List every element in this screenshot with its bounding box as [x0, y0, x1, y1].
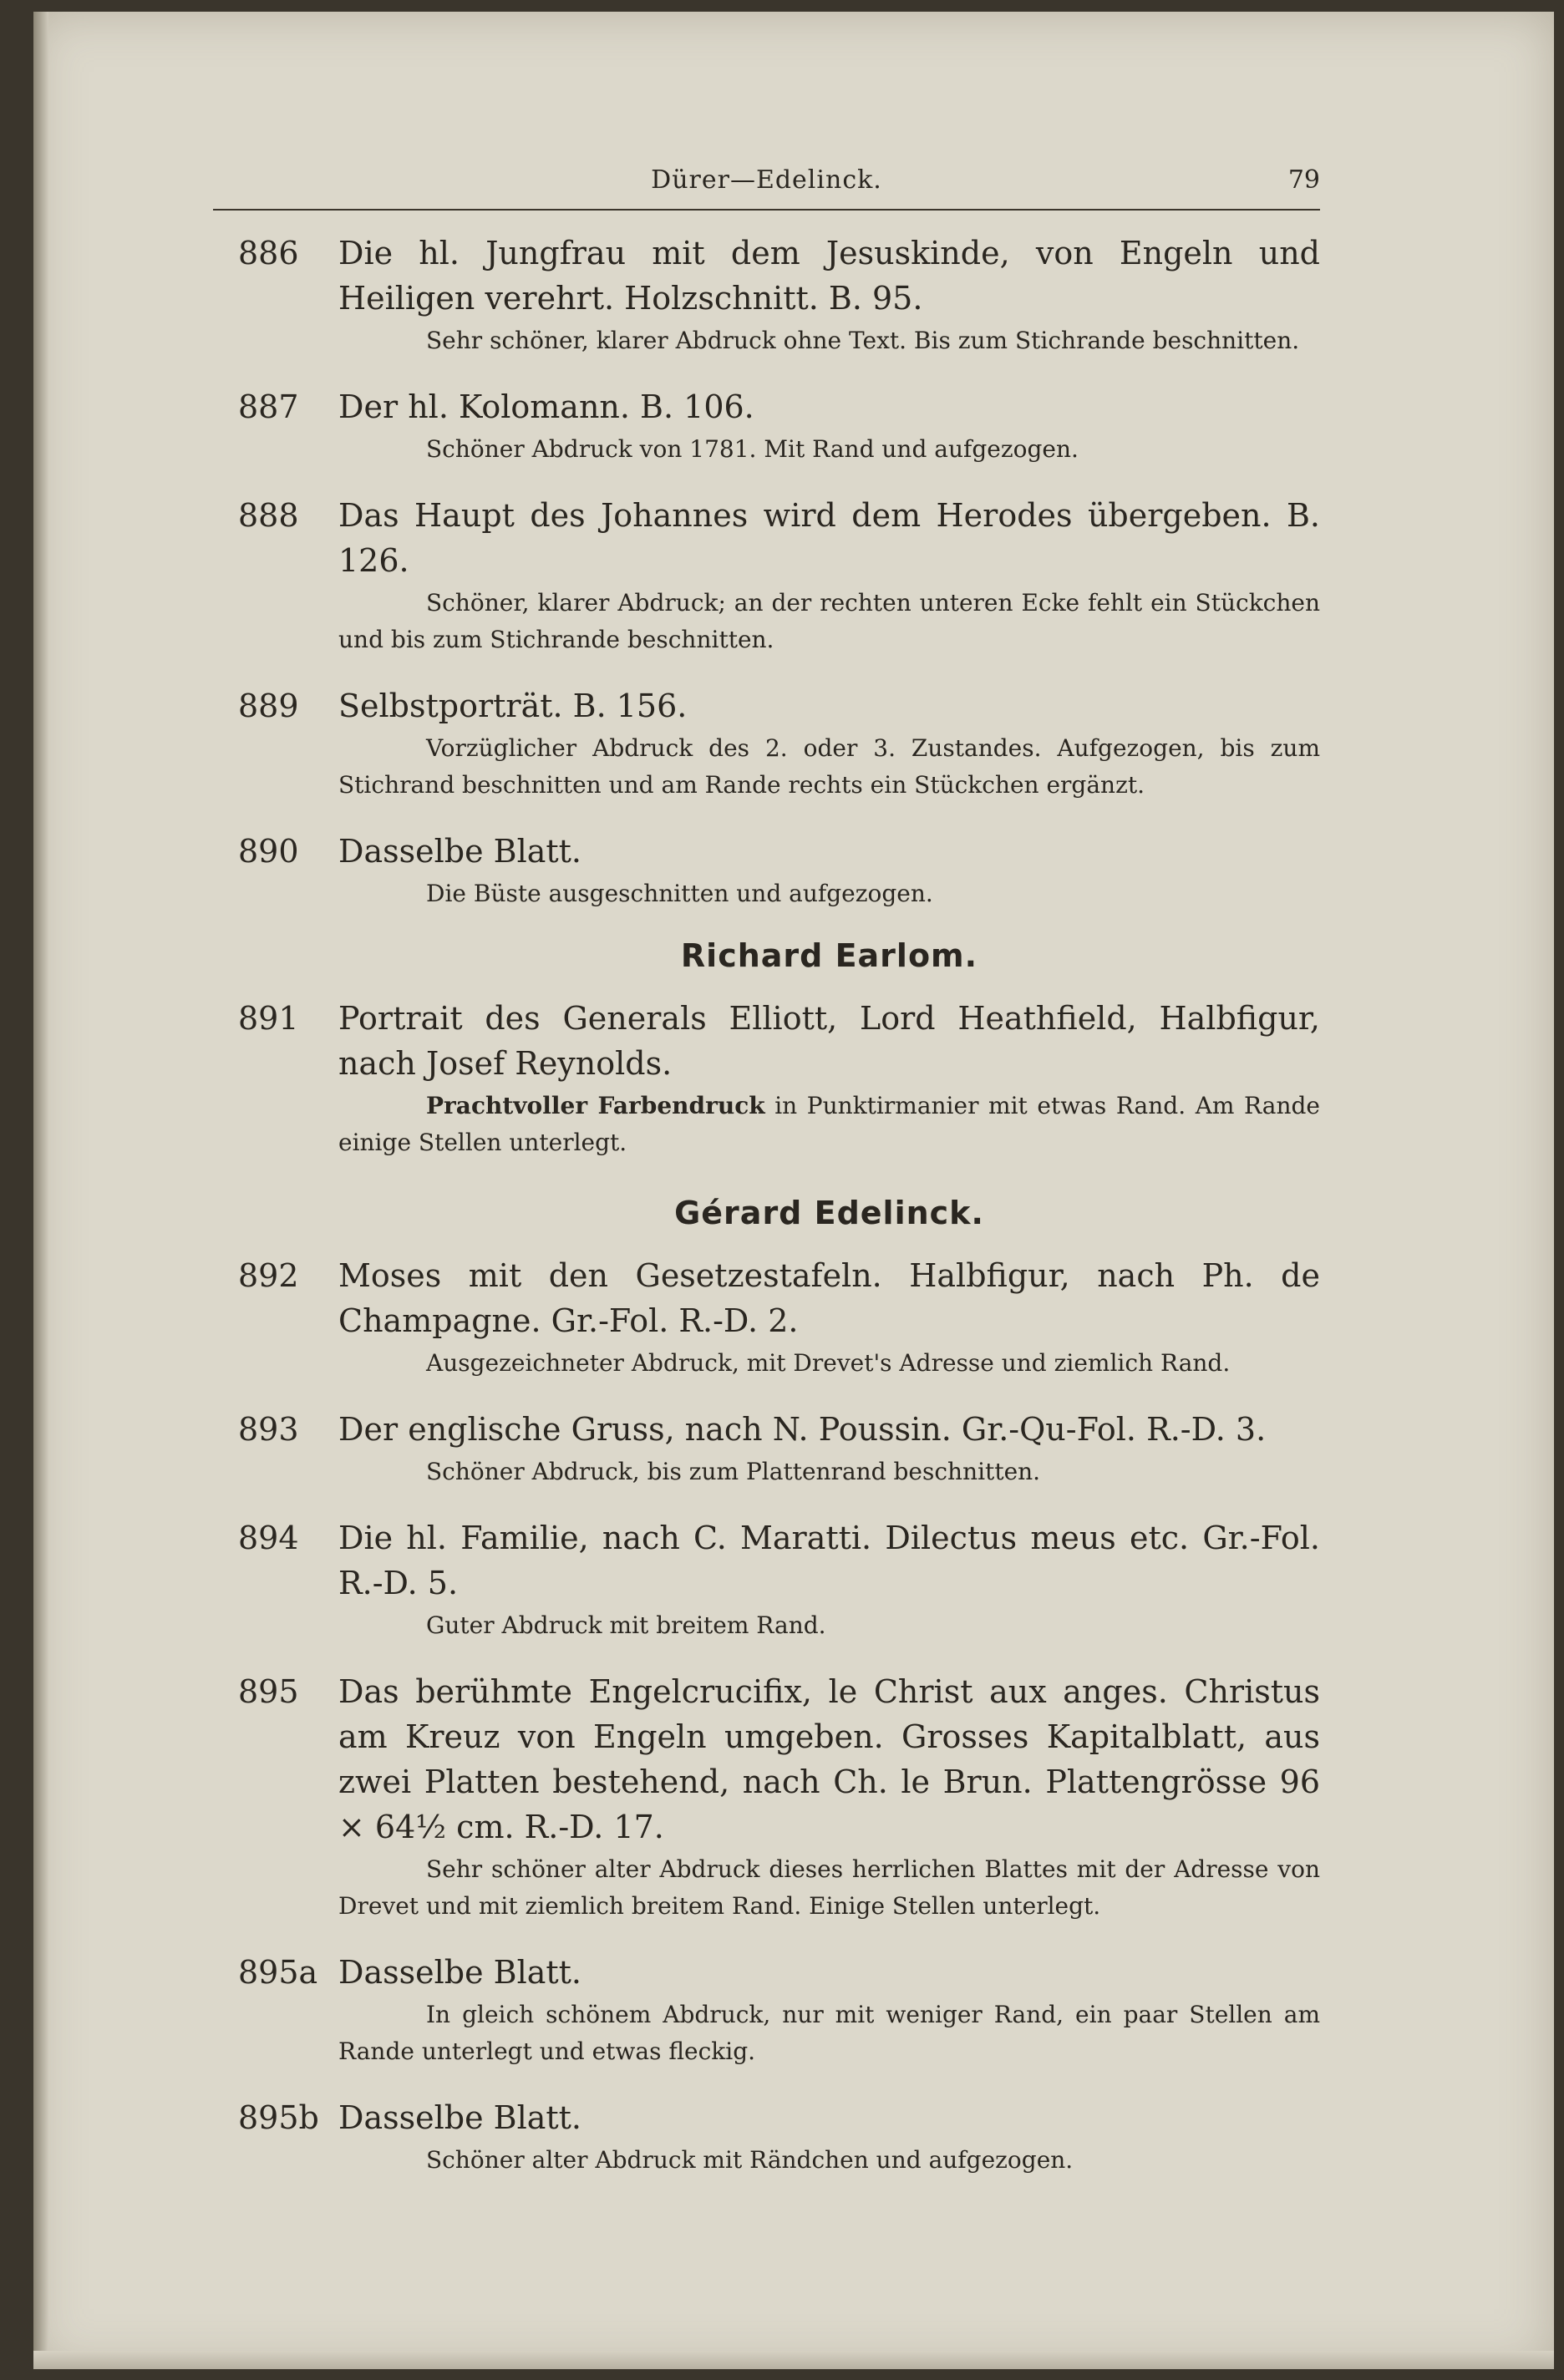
entry-number: 891: [238, 1000, 299, 1037]
entry-note: Schöner Abdruck von 1781. Mit Rand und aufgezogen.: [426, 435, 1079, 463]
section-heading-edelinck: Gérard Edelinck.: [674, 1195, 984, 1231]
entry-title: Die hl. Familie, nach C. Maratti. Dilectus meus etc. Gr.-Fol. R.-D. 5.: [338, 1520, 1320, 1601]
entry-note: Guter Abdruck mit breitem Rand.: [426, 1611, 826, 1639]
entry-note: [338, 1088, 1320, 1161]
entry-note-text: in Punktirmanier mit etwas Rand. Am Rande einige Stellen unterlegt.: [338, 1092, 1320, 1156]
page-bottom-edge: [33, 2351, 1554, 2369]
entry-title: Der hl. Kolomann. B. 106.: [338, 388, 754, 425]
entry-note: Die Büste ausgeschnitten und aufgezogen.: [426, 880, 933, 907]
entry-title: Die hl. Jungfrau mit dem Jesuskinde, von Engeln und Heiligen verehrt. Holzschnitt. B. 95.: [338, 235, 1320, 317]
entry-note: Schöner, klarer Abdruck; an der rechten unteren Ecke fehlt ein Stückchen und bis zum Stichrande beschnitten.: [338, 589, 1320, 653]
entry-title: Der englische Gruss, nach N. Poussin. Gr.-Qu-Fol. R.-D. 3.: [338, 1411, 1267, 1448]
book-spine-shadow: [33, 12, 48, 2369]
catalog-entry: [213, 493, 1320, 658]
entry-title: Dasselbe Blatt.: [338, 1954, 582, 1991]
entry-note: Schöner alter Abdruck mit Rändchen und aufgezogen.: [426, 2146, 1074, 2174]
catalog-entry: [213, 1253, 1320, 1382]
entry-note: Ausgezeichneter Abdruck, mit Drevet's Adresse und ziemlich Rand.: [426, 1349, 1231, 1377]
entry-title: Dasselbe Blatt.: [338, 833, 582, 870]
entry-number: 888: [238, 497, 299, 534]
durer-entries: [213, 231, 1320, 912]
catalog-entry: [213, 2095, 1320, 2179]
entry-note: In gleich schönem Abdruck, nur mit weniger Rand, ein paar Stellen am Rande unterlegt und etwas fleckig.: [338, 2001, 1320, 2065]
entry-note-emphasis: Prachtvoller Farbendruck: [426, 1092, 765, 1119]
entry-number: 895: [238, 1673, 299, 1710]
entry-number: 890: [238, 833, 299, 870]
entry-title: Moses mit den Gesetzestafeln. Halbfigur, nach Ph. de Champagne. Gr.-Fol. R.-D. 2.: [338, 1257, 1320, 1339]
entry-number: 886: [238, 235, 299, 271]
section-heading-earlom: Richard Earlom.: [680, 937, 978, 974]
page-header: [213, 160, 1320, 211]
entry-note: Vorzüglicher Abdruck des 2. oder 3. Zustandes. Aufgezogen, bis zum Stichrand beschnitten und am Rande rechts ein Stückchen ergänzt.: [338, 734, 1320, 799]
edelinck-entries: [213, 1253, 1320, 2179]
entry-note: Schöner Abdruck, bis zum Plattenrand beschnitten.: [426, 1458, 1041, 1485]
entry-title: Selbstporträt. B. 156.: [338, 688, 688, 724]
catalog-entry: [213, 1669, 1320, 1925]
catalog-entry: [213, 996, 1320, 1161]
page-number: 79: [1287, 165, 1320, 195]
entry-title: Dasselbe Blatt.: [338, 2099, 582, 2136]
catalog-entry: [213, 1950, 1320, 2070]
catalog-entry: [213, 829, 1320, 912]
entry-note: Sehr schöner alter Abdruck dieses herrlichen Blattes mit der Adresse von Drevet und mit ziemlich breitem Rand. Einige Stellen unterlegt.: [338, 1855, 1320, 1920]
entry-title: Portrait des Generals Elliott, Lord Heathfield, Halbfigur, nach Josef Reynolds.: [338, 1000, 1320, 1082]
catalog-entry: [213, 683, 1320, 804]
running-title: Dürer—Edelinck.: [651, 165, 882, 195]
catalog-entry: [213, 231, 1320, 359]
entry-title: Das berühmte Engelcrucifix, le Christ aux anges. Christus am Kreuz von Engeln umgeben. Grosses Kapitalblatt, aus zwei Platten bestehend, nach Ch. le Brun. Plattengrösse 96 × 64½ cm. R.-D. 17.: [338, 1673, 1320, 1845]
catalog-entry: [213, 1407, 1320, 1490]
entry-title: Das Haupt des Johannes wird dem Herodes übergeben. B. 126.: [338, 497, 1320, 579]
catalog-entry: [213, 384, 1320, 468]
entry-number: 893: [238, 1411, 299, 1448]
entry-number: 895b: [238, 2099, 319, 2136]
entry-note: Sehr schöner, klarer Abdruck ohne Text. Bis zum Stichrande beschnitten.: [426, 327, 1300, 354]
catalog-content: [213, 231, 1320, 2204]
entry-number: 894: [238, 1520, 299, 1556]
entry-number: 889: [238, 688, 299, 724]
entry-number: 892: [238, 1257, 299, 1294]
entry-number: 887: [238, 388, 299, 425]
catalog-entry: [213, 1515, 1320, 1644]
entry-number: 895a: [238, 1954, 318, 1991]
catalog-page: [33, 12, 1554, 2369]
